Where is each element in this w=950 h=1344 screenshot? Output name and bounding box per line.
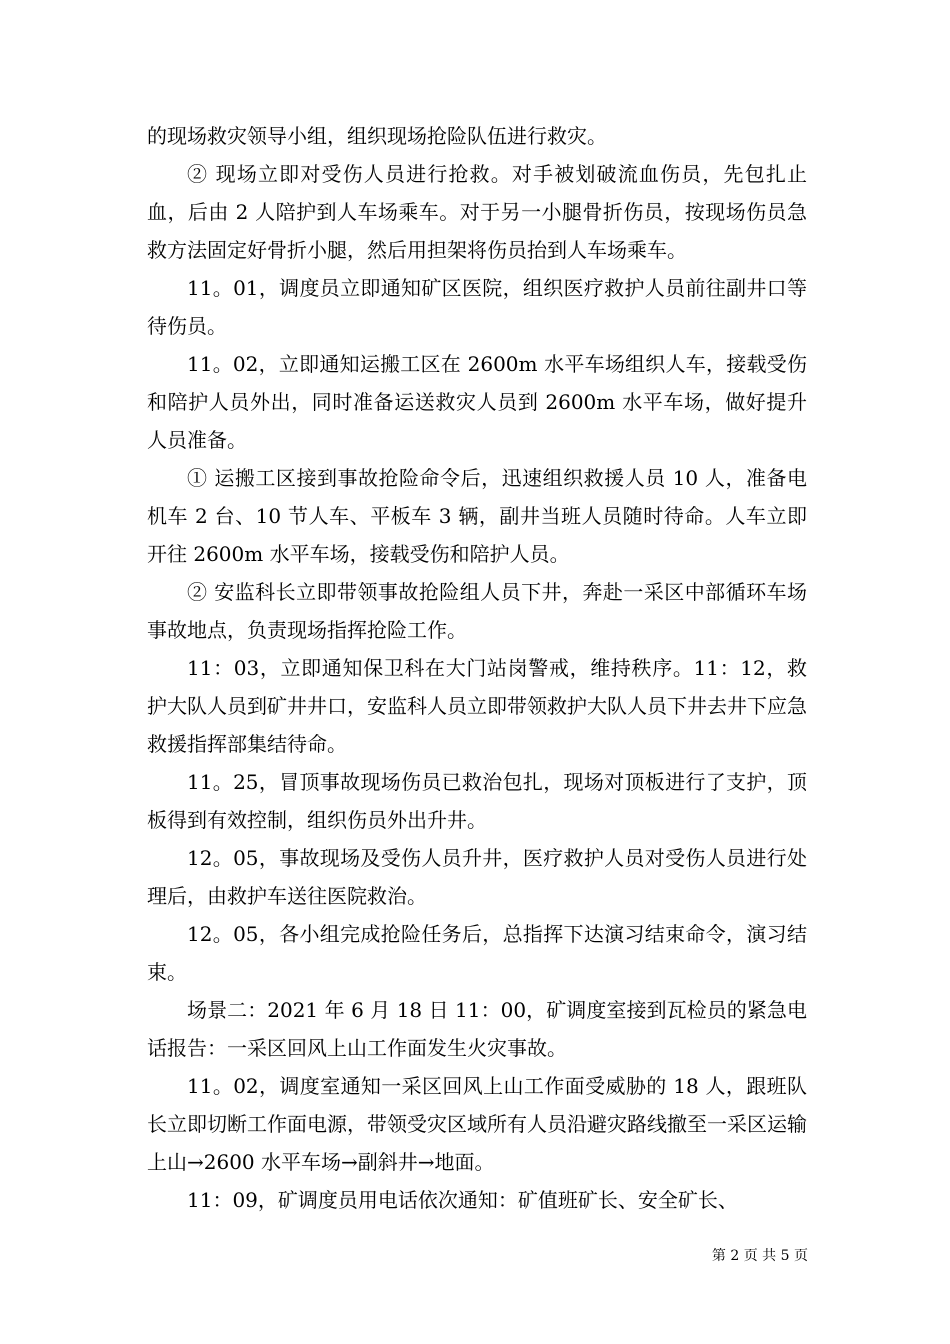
paragraph: 12。05，各小组完成抢险任务后，总指挥下达演习结束命令，演习结束。	[147, 922, 807, 984]
paragraph: ② 现场立即对受伤人员进行抢救。对手被划破流血伤员，先包扎止血，后由 2 人陪护到人车场乘车。对于另一小腿骨折伤员，按现场伤员急救方法固定好骨折小腿，然后用担架将伤员抬到人车场乘车。	[147, 162, 807, 262]
paragraph: 11：09，矿调度员用电话依次通知：矿值班矿长、安全矿长、	[187, 1188, 738, 1212]
document-body	[147, 117, 807, 1219]
paragraph: 的现场救灾领导小组，组织现场抢险队伍进行救灾。	[147, 124, 607, 148]
paragraph: ② 安监科长立即带领事故抢险组人员下井，奔赴一采区中部循环车场事故地点，负责现场指挥抢险工作。	[147, 580, 807, 642]
paragraph: 场景二：2021 年 6 月 18 日 11：00，矿调度室接到瓦检员的紧急电话报告：一采区回风上山工作面发生火灾事故。	[147, 998, 807, 1060]
paragraph: 12。05，事故现场及受伤人员升井，医疗救护人员对受伤人员进行处理后，由救护车送往医院救治。	[147, 846, 807, 908]
paragraph: ① 运搬工区接到事故抢险命令后，迅速组织救援人员 10 人，准备电机车 2 台、10 节人车、平板车 3 辆，副井当班人员随时待命。人车立即开往 2600m 水平车场，接载受伤和陪护人员。	[147, 466, 807, 566]
paragraph: 11。01，调度员立即通知矿区医院，组织医疗救护人员前往副井口等待伤员。	[147, 276, 807, 338]
paragraph: 11：03，立即通知保卫科在大门站岗警戒，维持秩序。11：12，救护大队人员到矿井井口，安监科人员立即带领救护大队人员下井去井下应急救援指挥部集结待命。	[147, 656, 807, 756]
page-number: 第 2 页 共 5 页	[711, 1248, 808, 1264]
paragraph: 11。02，立即通知运搬工区在 2600m 水平车场组织人车，接载受伤和陪护人员外出，同时准备运送救灾人员到 2600m 水平车场，做好提升人员准备。	[147, 352, 807, 452]
paragraph: 11。25，冒顶事故现场伤员已救治包扎，现场对顶板进行了支护，顶板得到有效控制，组织伤员外出升井。	[147, 770, 807, 832]
paragraph: 11。02，调度室通知一采区回风上山工作面受威胁的 18 人，跟班队长立即切断工作面电源，带领受灾区域所有人员沿避灾路线撤至一采区运输上山→2600 水平车场→副斜井→地面。	[147, 1074, 807, 1174]
